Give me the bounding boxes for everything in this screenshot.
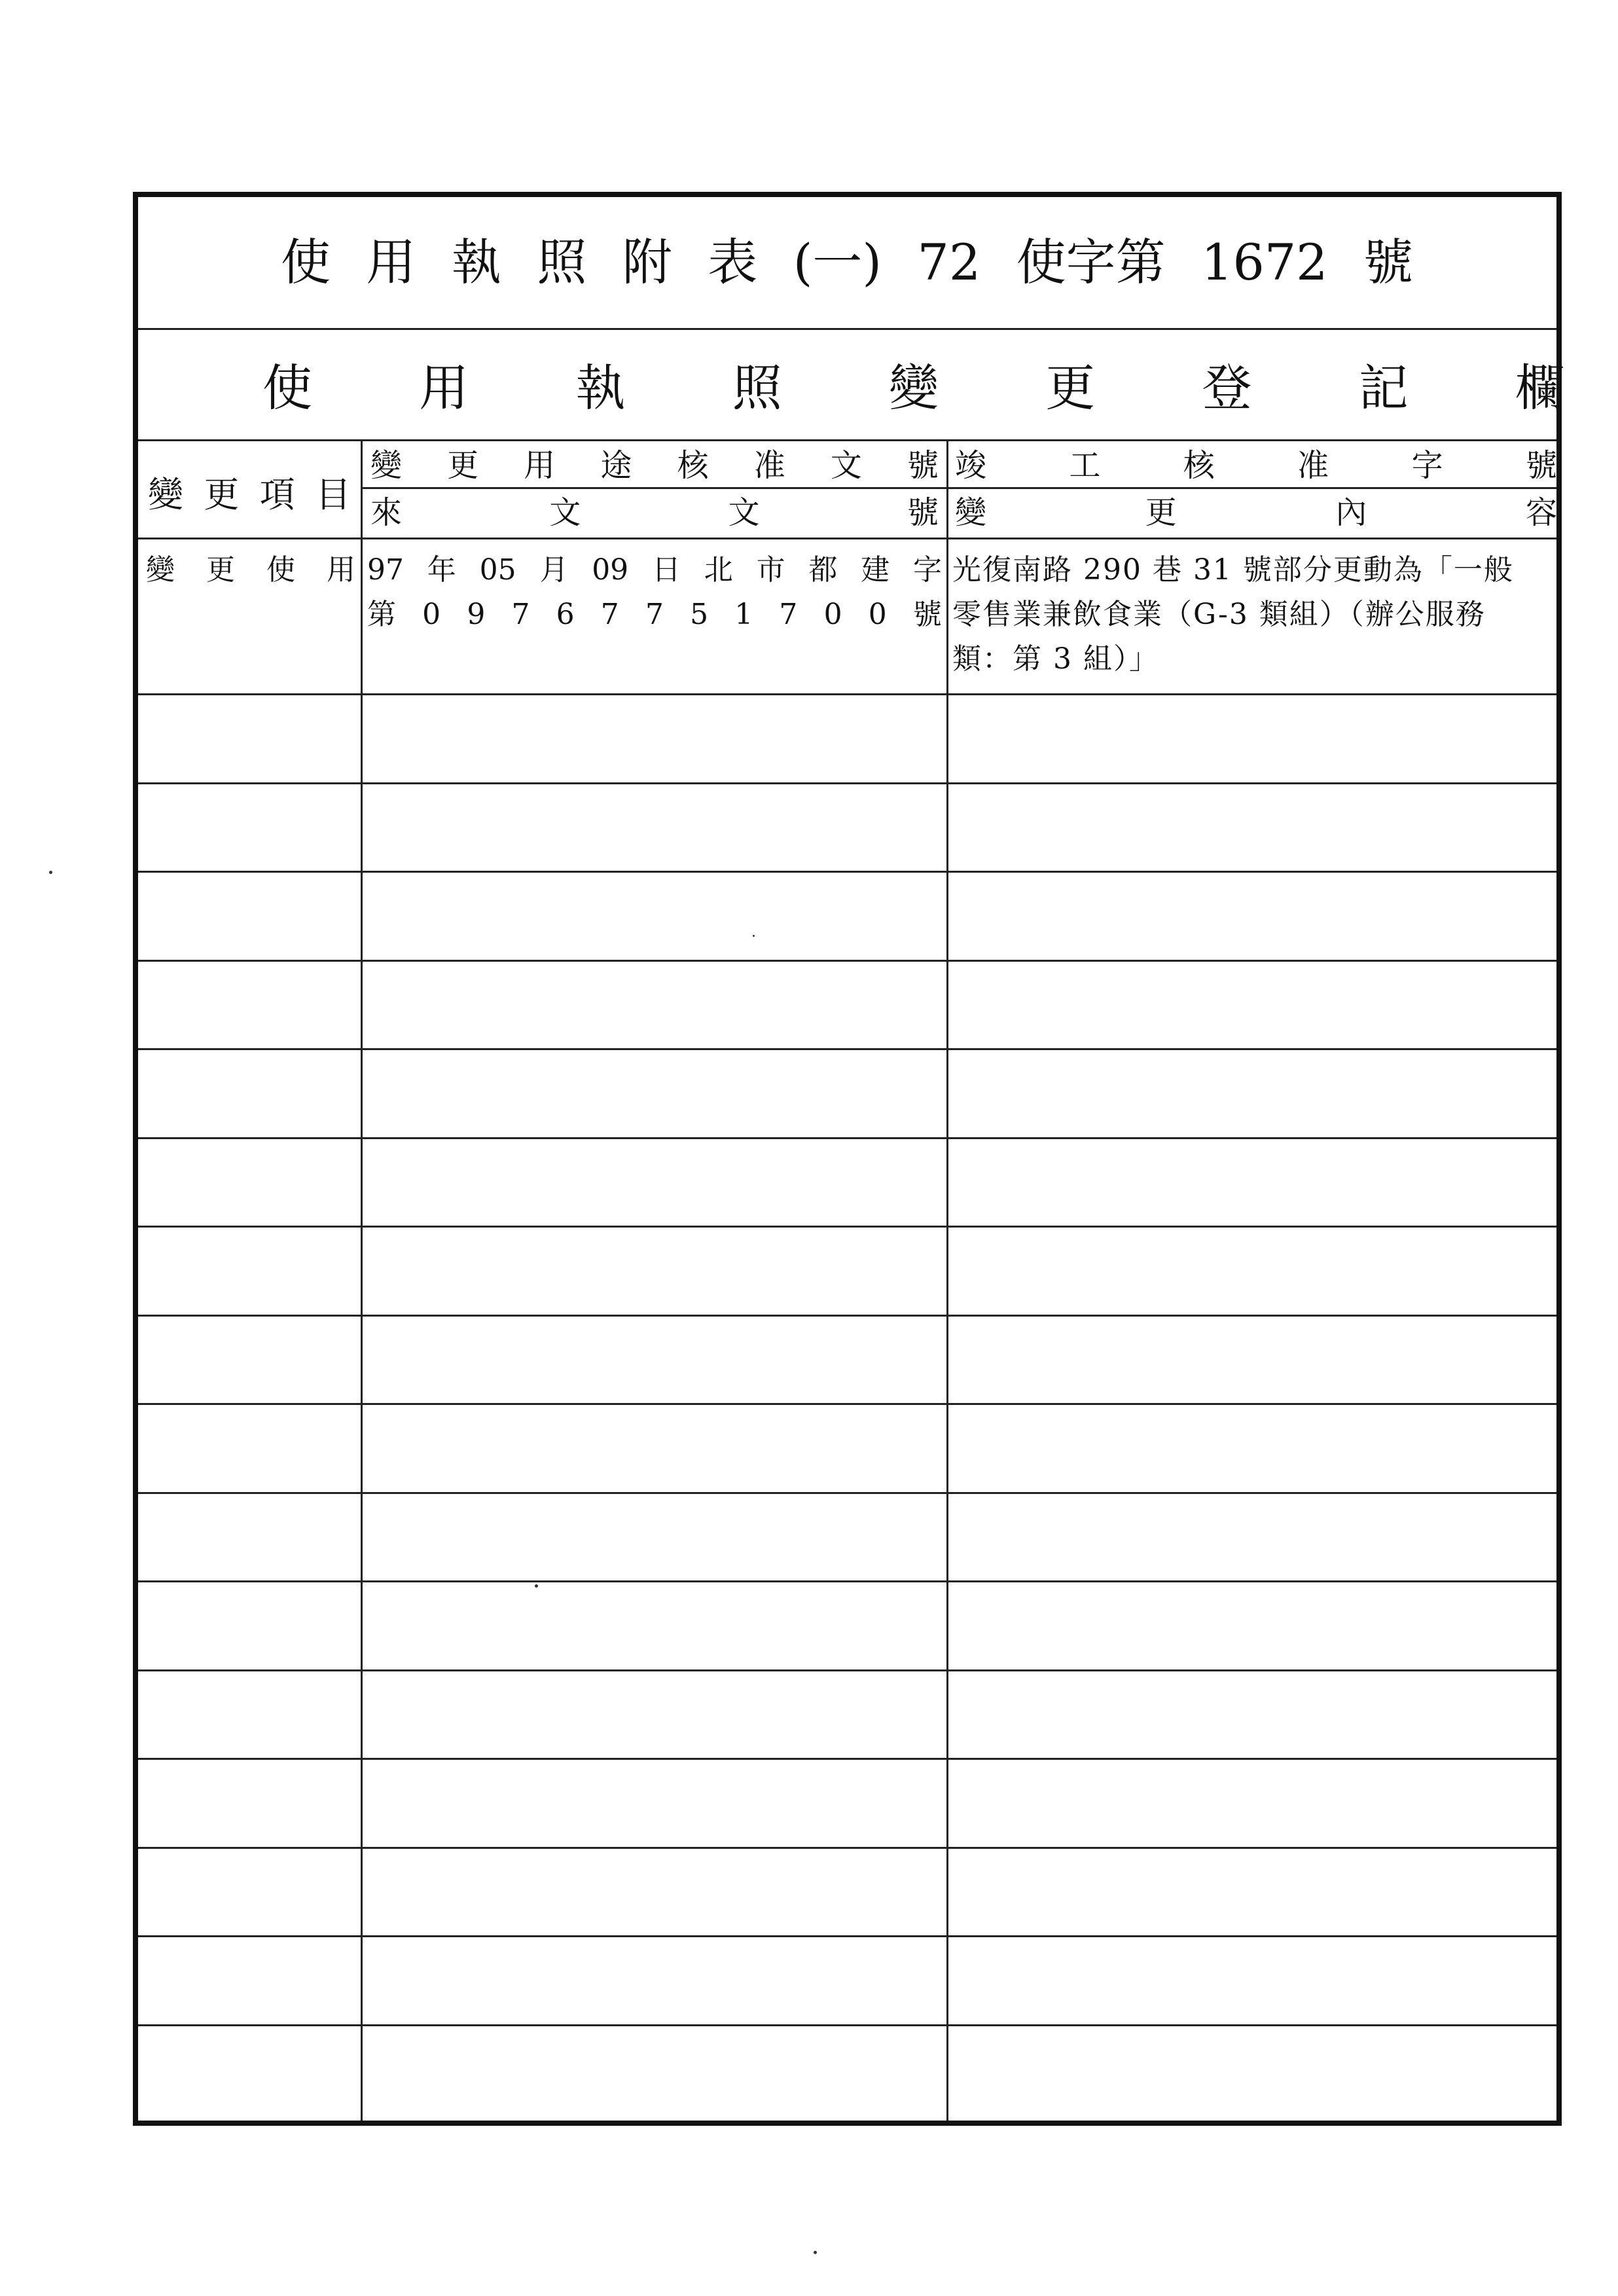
form-char: 第 [367,598,396,631]
form-char: 目 [315,474,351,515]
form-char: 日 [651,553,681,587]
form-char: 變 [370,447,403,484]
form-char: 使 [262,359,312,417]
table-row-divider [138,1669,1556,1671]
form-char: 72 [917,233,981,291]
form-char: 用 [366,233,416,291]
header-incoming-doc-number [370,493,939,532]
scan-speck [49,871,52,874]
form-char: 更 [1045,359,1096,417]
header-change-content [955,493,1557,532]
form-char: 使 [281,233,331,291]
form-char: 變 [146,553,175,587]
form-char: 號 [907,494,939,531]
form-char: 變 [889,359,939,417]
form-subtitle [262,352,1565,424]
form-char: 更 [1145,494,1177,531]
form-char: 號 [1525,447,1557,484]
scan-speck [753,935,755,937]
form-char: (一) [793,233,882,291]
table-row-divider [138,1758,1556,1760]
form-char: 6 [556,598,575,631]
form-char: 號 [1363,233,1413,291]
form-char: 附 [622,233,672,291]
record-doc-number-line1 [367,551,942,590]
table-row-divider [138,693,1556,695]
record-change-item [146,551,355,590]
form-title [281,230,1413,295]
form-char: 變 [955,494,987,531]
form-char: 准 [1297,447,1329,484]
header-approval-doc-number [370,446,939,485]
record-content-line3: 類：第 3 組）」 [952,642,1159,676]
form-char: 照 [732,359,782,417]
table-row-divider [138,1935,1556,1937]
form-char: 項 [259,474,295,515]
form-char: 0 [823,598,842,631]
form-char: 工 [1069,447,1101,484]
form-char: 1672 [1201,233,1328,291]
table-row-divider [138,960,1556,962]
form-char: 字 [912,553,942,587]
table-row-divider [138,1137,1556,1139]
form-char: 1 [734,598,753,631]
subtitle-divider [138,439,1556,441]
table-row-divider [138,871,1556,873]
form-char: 用 [419,359,469,417]
form-char: 內 [1335,494,1367,531]
form-char: 7 [779,598,798,631]
form-char: 使字第 [1016,233,1166,291]
form-char: 文 [549,494,581,531]
form-char: 市 [756,553,785,587]
form-char: 文 [728,494,760,531]
form-char: 北 [704,553,733,587]
form-char: 文 [830,447,862,484]
form-char: 變 [148,474,183,515]
header-subdivider [361,487,1556,489]
table-row-divider [138,2024,1556,2026]
table-row-divider [138,1580,1556,1582]
form-char: 登 [1202,359,1252,417]
table-row-divider [138,1847,1556,1849]
form-char: 更 [206,553,235,587]
form-char: 用 [327,553,355,587]
form-char: 照 [537,233,587,291]
form-char: 准 [753,447,785,484]
column-divider-2 [946,439,948,2121]
form-char: 0 [868,598,887,631]
form-char: 7 [645,598,664,631]
scan-speck [814,2251,817,2254]
usage-permit-change-form [133,192,1565,2126]
form-char: 記 [1358,359,1409,417]
form-char: 竣 [955,447,987,484]
table-row-divider [138,1403,1556,1405]
table-row-divider [138,1492,1556,1494]
record-content-line2: 零售業兼飲食業（G-3 類組）（辦公服務 [952,598,1486,631]
form-char: 表 [708,233,758,291]
header-completion-approval-number [955,446,1557,485]
form-char: 9 [467,598,486,631]
form-char: 核 [677,447,709,484]
form-char: 05 [479,553,516,587]
form-char: 執 [575,359,626,417]
form-char: 都 [808,553,838,587]
scan-speck [535,1584,538,1588]
header-change-item [148,469,351,521]
record-doc-number-line2 [367,595,942,634]
header-bottom-divider [138,538,1556,539]
form-char: 號 [912,598,942,631]
form-char: 年 [427,553,456,587]
form-char: 使 [266,553,295,587]
form-char: 欄 [1515,359,1565,417]
table-row-divider [138,1315,1556,1317]
form-char: 5 [690,598,709,631]
column-divider-1 [361,439,363,2121]
record-content-line1: 光復南路 290 巷 31 號部分更動為「一般 [952,553,1514,587]
form-char: 號 [907,447,939,484]
form-char: 途 [600,447,632,484]
form-char: 字 [1411,447,1443,484]
form-char: 月 [539,553,569,587]
form-char: 來 [370,494,403,531]
form-char: 09 [592,553,629,587]
form-char: 執 [451,233,501,291]
form-char: 建 [861,553,890,587]
form-char: 0 [422,598,441,631]
table-row-divider [138,782,1556,784]
form-char: 用 [524,447,556,484]
form-char: 7 [600,598,619,631]
table-row-divider [138,1226,1556,1228]
form-char: 核 [1183,447,1215,484]
form-char: 更 [447,447,479,484]
form-char: 容 [1525,494,1557,531]
table-row-divider [138,1048,1556,1050]
form-char: 97 [367,553,404,587]
form-char: 更 [204,474,240,515]
form-char: 7 [511,598,530,631]
title-divider [138,328,1556,330]
